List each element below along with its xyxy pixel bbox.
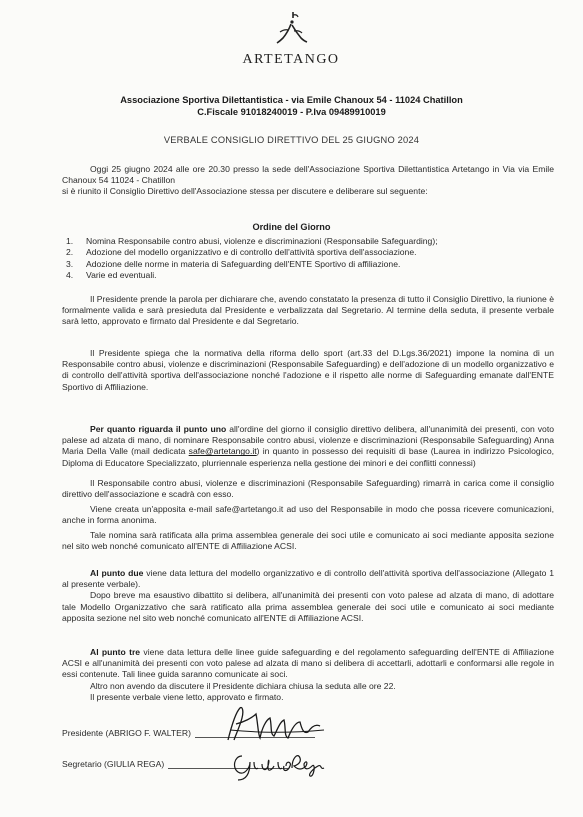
document-title: VERBALE CONSIGLIO DIRETTIVO DEL 25 GIUGNO 2024	[163, 135, 420, 145]
punto-tre-paragraph: Al punto tre viene data lettura delle linee guide safeguarding e del regolamento safeguarding dell'ENTE di Affiliazione ACSI e all'unanimità dei presenti con voto palese ad alzata di mano si delibera di accettarli, adottarli e conformarsi alle regole in essi contenute. Tali linee guida saranno comunicate ai soci. Altro non avendo da discutere il Presidente dichiara chiusa la seduta alle ore 22. Il presente verbale viene letto, approvato e firmato.	[62, 647, 554, 702]
presidente-label: Presidente (ABRIGO F. WALTER)	[62, 728, 191, 738]
normativa-paragraph: Il Presidente spiega che la normativa della riforma dello sport (art.33 del D.Lgs.36/2021) impone la nomina di un Responsabile contro abusi, violenze e discriminazioni (Responsabile Safeguarding) e dell'adozione di un modello organizzativo e di controllo dell'attività sportiva dell'associazione nonché l'adozione e il rispetto alle norme di Safeguarding emanate dall'ENTE Sportivo di Affiliazione.	[62, 348, 554, 392]
agenda-heading: Ordine del Giorno	[252, 222, 331, 232]
brand-name: ARTETANGO	[242, 52, 340, 67]
presidente-paragraph: Il Presidente prende la parola per dichiarare che, avendo constatato la presenza di tutto il Consiglio Direttivo, la riunione è formalmente valida e sarà presieduta dal Presidente e verbalizzata dal Segretario. Al termine della seduta, il presente verbale sarà letto, approvato e firmato dal Presidente e dal Segretario.	[62, 294, 554, 327]
agenda-list	[66, 236, 546, 282]
carica-paragraph: Il Responsabile contro abusi, violenze e discriminazioni (Responsabile Safeguarding) rimarrà in carica come il consiglio direttivo dell'associazione e scadrà con esso.	[62, 478, 554, 500]
segretario-handwritten-signature	[228, 748, 338, 782]
agenda-item: 2. Adozione del modello organizzativo e di controllo dell'attività sportiva dell'associazione.	[66, 247, 417, 258]
punto-due-paragraph: Al punto due viene data lettura del modello organizzativo e di controllo dell'attività sportiva dell'associazione (Allegato 1 al presente verbale). Dopo breve ma esaustivo dibattito si delibera, all'unanimità dei presenti con voto palese ad alzata di mano, di adottare tale Modello Organizzativo che sarà ratificato alla prima assemblea generale dei soci utile e comunicato ai soci mediante apposita sezione nel sito web nonché comunicato all'ENTE di Affiliazione ACSI.	[62, 568, 554, 623]
agenda-item: 3. Adozione delle norme in materia di Safeguarding dell'ENTE Sportivo di affiliazione.	[66, 258, 401, 269]
presidente-handwritten-signature	[222, 704, 332, 746]
punto-uno-paragraph: Per quanto riguarda il punto uno all'ordine del giorno il consiglio direttivo delibera, all'unanimità dei presenti, con voto palese ad alzata di mano, di nominare Responsabile contro abusi, violenze e discriminazioni (Responsabile Safeguarding) Anna Maria Della Valle (mail dedicata safe@artetango.it) in quanto in possesso dei requisiti di base (Laurea in indirizzo Psicologico, Diploma di Educatore Specializzato, plurriennale esperienza nella gestione dei minori e dei conflitti connessi)	[62, 424, 554, 468]
punto-uno-heading: Per quanto riguarda il punto uno	[90, 424, 227, 434]
punto-tre-heading: Al punto tre	[90, 647, 141, 657]
punto-due-heading: Al punto due	[90, 568, 144, 578]
intro-text-2: si è riunito il Consiglio Direttivo dell'Associazione stessa per discutere e deliberare sul seguente:	[62, 186, 428, 197]
agenda-item: 1. Nomina Responsabile contro abusi, violenze e discriminazioni (Responsabile Safeguarding);	[66, 236, 438, 246]
dancers-logo-icon	[271, 10, 311, 50]
email-paragraph: Viene creata un'apposita e-mail safe@artetango.it ad uso del Responsabile in modo che possa ricevere comunicazioni, anche in forma anonima.	[62, 504, 554, 526]
segretario-label: Segretario (GIULIA REGA)	[62, 759, 165, 769]
association-tax-codes: C.Fiscale 91018240019 - P.Iva 09489910019	[197, 107, 386, 117]
artetango-logo	[241, 10, 341, 68]
intro-text: Oggi 25 giugno 2024 alle ore 20.30 presso la sede dell'Associazione Sportiva Dilettantistica Artetango in Via via Emile Chanoux 54 11024 - Chatillon	[62, 164, 554, 186]
safeguarding-email-link[interactable]: safe@artetango.it	[188, 446, 257, 457]
association-address: Associazione Sportiva Dilettantistica - via Emile Chanoux 54 - 11024 Chatillon	[120, 95, 463, 105]
agenda-item: 4. Varie ed eventuali.	[66, 270, 157, 281]
ratifica-paragraph: Tale nomina sarà ratificata alla prima assemblea generale dei soci utile e comunicato ai soci mediante apposita sezione nel sito web nonché comunicato all'ENTE di Affiliazione ACSI.	[62, 530, 554, 552]
intro-paragraph	[62, 164, 554, 198]
